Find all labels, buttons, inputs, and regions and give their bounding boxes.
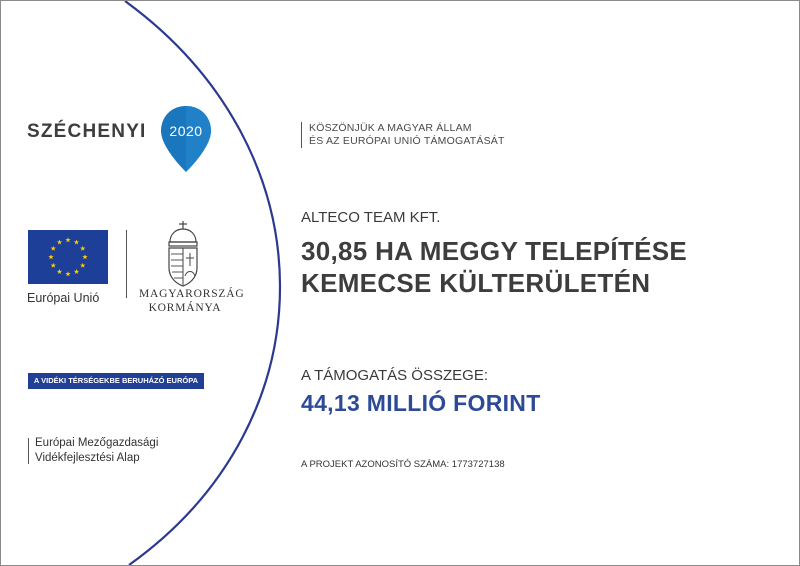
coat-of-arms-icon — [163, 220, 203, 288]
eu-flag-icon — [28, 230, 108, 284]
project-id: A PROJEKT AZONOSÍTÓ SZÁMA: 1773727138 — [301, 459, 505, 470]
project-title-line-2: KEMECSE KÜLTERÜLETÉN — [301, 268, 651, 298]
fund-line-1: Európai Mezőgazdasági — [35, 437, 159, 449]
eu-label: Európai Unió — [27, 291, 100, 305]
fund-divider — [28, 438, 29, 464]
thanks-divider — [301, 122, 302, 148]
thanks-line-2: ÉS AZ EURÓPAI UNIÓ TÁMOGATÁSÁT — [309, 135, 505, 147]
rural-investment-badge: A VIDÉKI TÉRSÉGEKBE BERUHÁZÓ EURÓPA — [28, 373, 204, 389]
company-name: ALTECO TEAM KFT. — [301, 209, 441, 226]
logo-divider — [126, 230, 127, 298]
szechenyi-wordmark: SZÉCHENYI — [27, 121, 147, 142]
fund-line-2: Vidékfejlesztési Alap — [35, 452, 140, 464]
amount-label: A TÁMOGATÁS ÖSSZEGE: — [301, 367, 488, 384]
thanks-line-1: KÖSZÖNJÜK A MAGYAR ÁLLAM — [309, 122, 472, 134]
location-pin-icon — [159, 104, 213, 174]
government-line-2: KORMÁNYA — [148, 302, 222, 314]
government-line-1: MAGYARORSZÁG — [139, 288, 245, 300]
amount-value: 44,13 MILLIÓ FORINT — [301, 390, 541, 416]
szechenyi-year: 2020 — [169, 123, 203, 139]
project-title-line-1: 30,85 HA MEGGY TELEPÍTÉSE — [301, 236, 688, 266]
